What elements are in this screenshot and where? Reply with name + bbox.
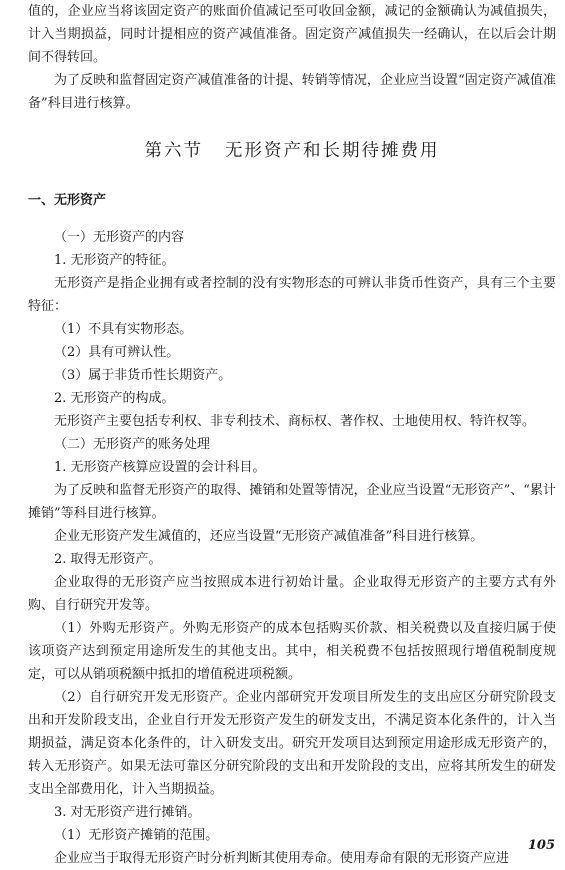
list-item: （1）不具有实物形态。 bbox=[54, 322, 193, 337]
subheading: （一）无形资产的内容 bbox=[54, 230, 185, 245]
document-page bbox=[28, 0, 556, 870]
subheading: 2. 取得无形资产。 bbox=[54, 552, 162, 567]
paragraph: 为了反映和监督无形资产的取得、摊销和处置等情况，企业应当设置“无形资产”、“累计摊销”等科目进行核算。 bbox=[28, 483, 556, 521]
list-item: （3）属于非货币性长期资产。 bbox=[54, 368, 232, 383]
subheading: 1. 无形资产的特征。 bbox=[54, 253, 175, 268]
section-title bbox=[28, 139, 556, 163]
paragraph: 为了反映和监督固定资产减值准备的计提、转销等情况，企业应当设置“固定资产减值准备”科目进行核算。 bbox=[28, 73, 556, 111]
top-block bbox=[28, 0, 556, 115]
paragraph: （2）自行研究开发无形资产。企业内部研究开发项目所发生的支出应区分研究阶段支出和开发阶段支出，企业自行开发无形资产发生的研发支出，不满足资本化条件的，计入当期损益，满足资本化条件的，计入研发支出。研究开发项目达到预定用途形成无形资产的，转入无形资产。如果无法可靠区分研究阶段的支出和开发阶段的支出，应将其所发生的研发支出全部费用化，计入当期损益。 bbox=[28, 690, 556, 797]
section-number: 第六节 bbox=[144, 141, 203, 161]
page-number: 105 bbox=[527, 838, 555, 853]
paragraph: 企业无形资产发生减值的，还应当设置“无形资产减值准备”科目进行核算。 bbox=[54, 529, 484, 544]
body-content bbox=[28, 226, 556, 870]
paragraph: 无形资产主要包括专利权、非专利技术、商标权、著作权、土地使用权、特许权等。 bbox=[54, 414, 536, 429]
subheading: 2. 无形资产的构成。 bbox=[54, 391, 175, 406]
paragraph: （1）外购无形资产。外购无形资产的成本包括购买价款、相关税费以及直接归属于使该项资产达到预定用途所发生的其他支出。其中，相关税费不包括按照现行增值税制度规定，可以从销项税额中抵扣的增值税进项税额。 bbox=[28, 621, 556, 682]
subheading: （1）无形资产摊销的范围。 bbox=[54, 828, 219, 843]
paragraph: 企业应当于取得无形资产时分析判断其使用寿命。使用寿命有限的无形资产应进 bbox=[54, 851, 510, 866]
heading-level-1: 一、无形资产 bbox=[28, 193, 107, 208]
paragraph: 企业取得的无形资产应当按照成本进行初始计量。企业取得无形资产的主要方式有外购、自行研究开发等。 bbox=[28, 575, 556, 613]
subheading: 3. 对无形资产进行摊销。 bbox=[54, 805, 201, 820]
section-name: 无形资产和长期待摊费用 bbox=[225, 141, 440, 161]
paragraph: 值的，企业应当将该固定资产的账面价值减记至可收回金额，减记的金额确认为减值损失，计入当期损益，同时计提相应的资产减值准备。固定资产减值损失一经确认，在以后会计期间不得转回。 bbox=[28, 4, 556, 65]
list-item: （2）具有可辨认性。 bbox=[54, 345, 180, 360]
subheading: （二）无形资产的账务处理 bbox=[54, 437, 211, 452]
subheading: 1. 无形资产核算应设置的会计科目。 bbox=[54, 460, 266, 475]
paragraph: 无形资产是指企业拥有或者控制的没有实物形态的可辨认非货币性资产，具有三个主要特征： bbox=[28, 276, 556, 314]
